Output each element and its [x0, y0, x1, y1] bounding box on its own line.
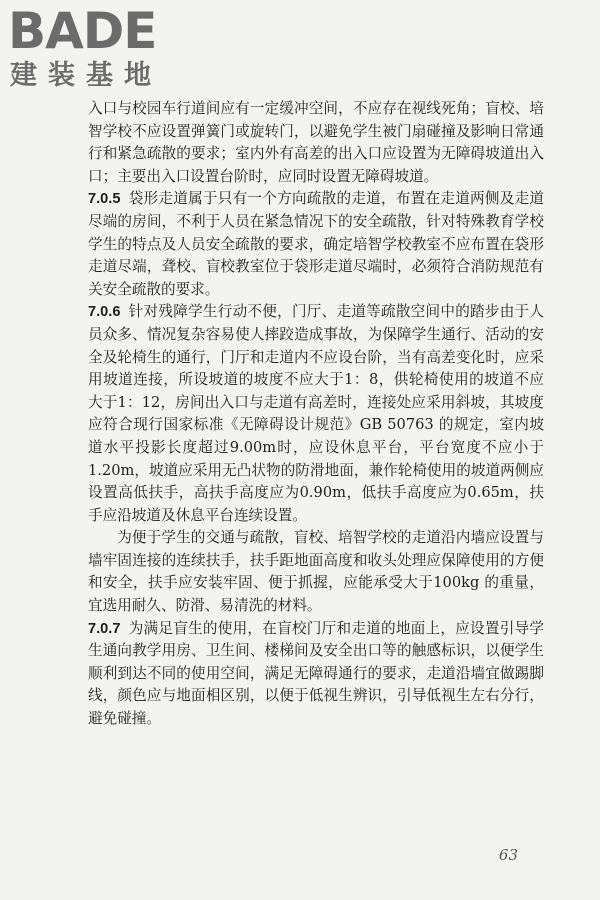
logo-chinese-name: 建装基地 [10, 60, 162, 91]
page-body-text [88, 98, 544, 731]
bade-logo [8, 4, 188, 96]
paragraph-continuation [88, 98, 544, 188]
paragraph-text: 入口与校园车行道间应有一定缓冲空间，不应存在视线死角；盲校、培智学校不应设置弹簧门或旋转门，以避免学生被门扇碰撞及影响日常通行和紧急疏散的要求；室内外有高差的出入口应设置为无障碍坡道出入口；主要出入口设置台阶时，应同时设置无障碍坡道。 [88, 100, 544, 185]
paragraph-indented [88, 527, 544, 617]
section-number: 7.0.7 [88, 620, 121, 637]
section-7-0-6 [88, 301, 544, 527]
paragraph-text: 袋形走道属于只有一个方向疏散的走道，布置在走道两侧及走道尽端的房间，不利于人员在紧急情况下的安全疏散，针对特殊教育学校学生的特点及人员安全疏散的要求，确定培智学校教室不应布置在袋形走道尽端，聋校、盲校教室位于袋形走道尽端时，必须符合消防规范有关安全疏散的要求。 [88, 190, 544, 298]
paragraph-text: 为便于学生的交通与疏散，盲校、培智学校的走道沿内墙应设置与墙牢固连接的连续扶手，扶手距地面高度和收头处理应保障使用的方便和安全，扶手应安装牢固、便于抓握，应能承受大于100kg 的重量，宜选用耐久、防滑、易清洗的材料。 [88, 529, 544, 615]
section-7-0-5 [88, 188, 544, 301]
page-number: 63 [498, 846, 518, 864]
section-number: 7.0.6 [88, 304, 121, 321]
section-7-0-7 [88, 618, 544, 731]
paragraph-text: 为满足盲生的使用，在盲校门厅和走道的地面上，应设置引导学生通向教学用房、卫生间、楼梯间及安全出口等的触感标识，以便学生顺利到达不同的使用空间，满足无障碍通行的要求，走道沿墙宜做踢脚线，颜色应与地面相区别，以便于低视生辨识，引导低视生左右分行，避免碰撞。 [88, 619, 544, 728]
logo-wordmark: BADE [8, 2, 157, 60]
paragraph-text: 针对残障学生行动不便，门厅、走道等疏散空间中的踏步由于人员众多、情况复杂容易使人摔跤造成事故，为保障学生通行、活动的安全及轮椅生的通行，门厅和走道内不应设台阶，当有高差变化时，应采用坡道连接，所设坡道的坡度不应大于1：8，供轮椅使用的坡道不应大于1：12，房间出入口与走道有高差时，连接处应采用斜坡，其坡度应符合现行国家标准《无障碍设计规范》GB 50763 的规定，室内坡道水平投影长度超过9.00m时，应设休息平台，平台宽度不应小于1.20m，坡道应采用无凸状物的防滑地面，兼作轮椅使用的坡道两侧应设置高低扶手，高扶手高度应为0.90m，低扶手高度应为0.65m，扶手应沿坡道及休息平台连续设置。 [88, 303, 544, 524]
section-number: 7.0.5 [88, 191, 121, 208]
